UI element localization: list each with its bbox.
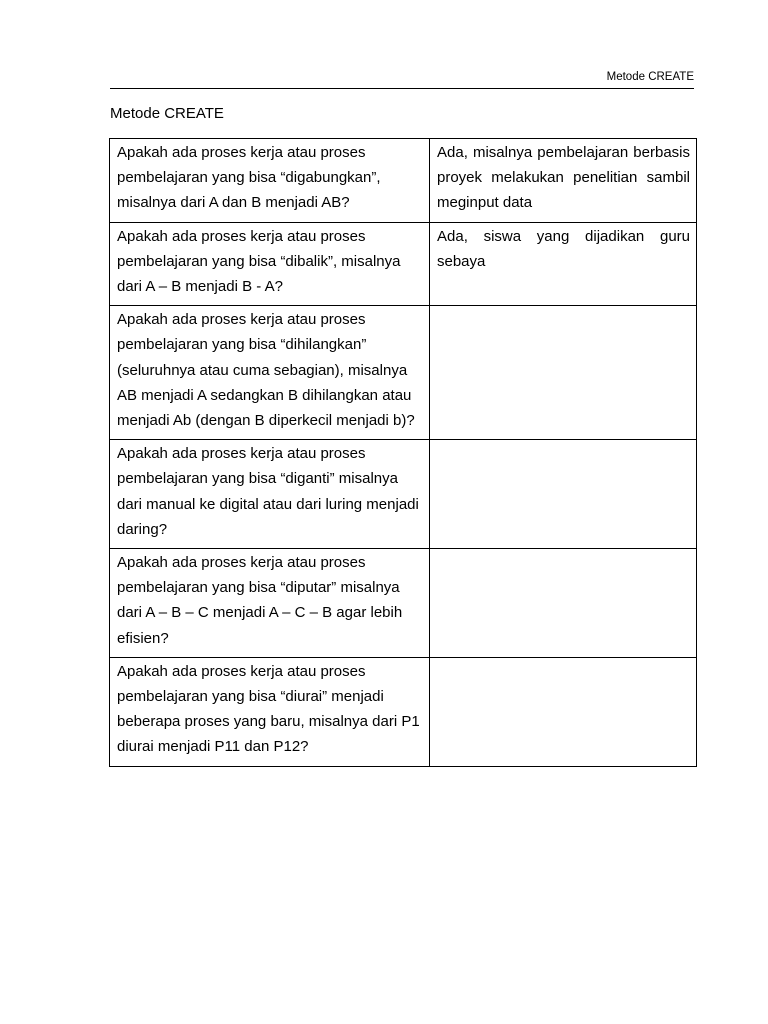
header-rule — [110, 88, 694, 89]
answer-cell — [430, 549, 697, 658]
table-row — [110, 139, 697, 223]
table-row — [110, 306, 697, 440]
table-row — [110, 222, 697, 306]
answer-cell: Ada, misalnya pembelajaran berbasis proyek melakukan penelitian sambil meginput data — [430, 139, 697, 223]
question-cell: Apakah ada proses kerja atau proses pembelajaran yang bisa “diurai” menjadi beberapa proses yang baru, misalnya dari P1 diurai menjadi P11 dan P12? — [110, 657, 430, 766]
question-cell: Apakah ada proses kerja atau proses pembelajaran yang bisa “dihilangkan” (seluruhnya atau cuma sebagian), misalnya AB menjadi A sedangkan B dihilangkan atau menjadi Ab (dengan B diperkecil menjadi b)? — [110, 306, 430, 440]
table-row — [110, 440, 697, 549]
answer-cell — [430, 657, 697, 766]
table-row — [110, 657, 697, 766]
answer-cell: Ada, siswa yang dijadikan guru sebaya — [430, 222, 697, 306]
create-method-table — [109, 138, 697, 767]
question-cell: Apakah ada proses kerja atau proses pembelajaran yang bisa “digabungkan”, misalnya dari A dan B menjadi AB? — [110, 139, 430, 223]
question-cell: Apakah ada proses kerja atau proses pembelajaran yang bisa “diganti” misalnya dari manual ke digital atau dari luring menjadi daring? — [110, 440, 430, 549]
running-header: Metode CREATE — [606, 71, 694, 83]
table-row — [110, 549, 697, 658]
answer-cell — [430, 306, 697, 440]
question-cell: Apakah ada proses kerja atau proses pembelajaran yang bisa “diputar” misalnya dari A – B – C menjadi A – C – B agar lebih efisien? — [110, 549, 430, 658]
answer-cell — [430, 440, 697, 549]
document-title: Metode CREATE — [110, 105, 224, 122]
question-cell: Apakah ada proses kerja atau proses pembelajaran yang bisa “dibalik”, misalnya dari A – B menjadi B - A? — [110, 222, 430, 306]
